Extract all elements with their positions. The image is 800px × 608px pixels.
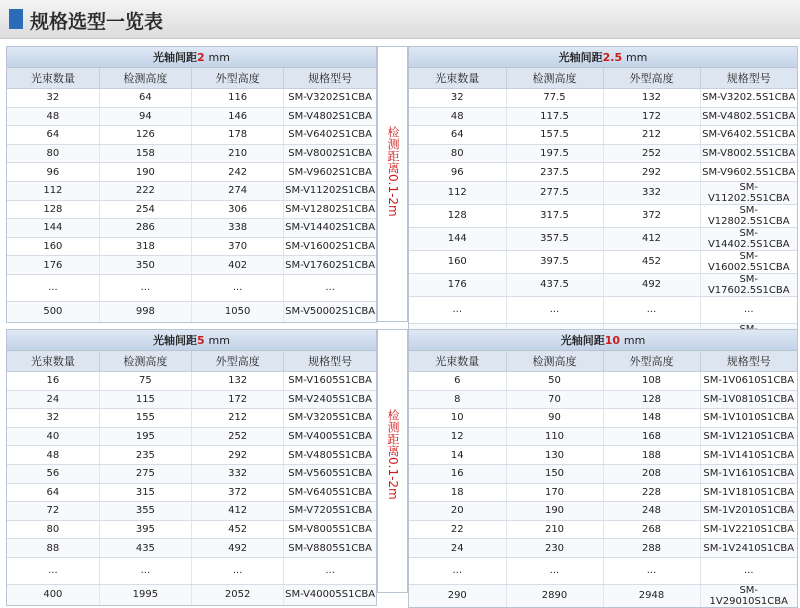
- table-cell: 435: [99, 539, 191, 558]
- table-cell: 72: [7, 502, 99, 521]
- pitch-header: 光轴间距5 mm: [7, 330, 376, 351]
- pitch-header: 光轴间距10 mm: [409, 330, 797, 351]
- table-cell: 195: [99, 427, 191, 446]
- table-cell: 158: [99, 144, 191, 163]
- table-row: [409, 163, 797, 182]
- table-row: [409, 181, 797, 204]
- table-cell: 32: [7, 89, 99, 108]
- table-cell: SM-V6402.5S1CBA: [700, 126, 797, 145]
- table-row: [409, 502, 797, 521]
- table-cell: 64: [7, 126, 99, 145]
- table-cell: 20: [409, 502, 506, 521]
- table-cell: ...: [284, 274, 376, 301]
- table-cell: 1050: [192, 301, 284, 322]
- table-cell: 24: [7, 390, 99, 409]
- table-cell: 237.5: [506, 163, 603, 182]
- table-cell: 395: [99, 520, 191, 539]
- table-row: [7, 126, 376, 145]
- table-row: [409, 464, 797, 483]
- table-row: [409, 483, 797, 502]
- table-cell: SM-1V1210S1CBA: [700, 427, 797, 446]
- table-row: [409, 107, 797, 126]
- table-cell: 452: [603, 250, 700, 273]
- table-cell: 155: [99, 409, 191, 428]
- table-cell: 318: [99, 237, 191, 256]
- detection-distance-label: 检测距离0.1-2m: [386, 409, 400, 500]
- table-cell: 252: [603, 144, 700, 163]
- table-cell: 222: [99, 181, 191, 200]
- table-row: [409, 372, 797, 391]
- table-cell: 332: [192, 464, 284, 483]
- table-cell: SM-V8005S1CBA: [284, 520, 376, 539]
- table-cell: SM-V17602.5S1CBA: [700, 273, 797, 296]
- table-cell: 80: [7, 144, 99, 163]
- table-row: [409, 427, 797, 446]
- table-cell: 452: [192, 520, 284, 539]
- table-cell: ...: [506, 557, 603, 584]
- table-row: [7, 200, 376, 219]
- spec-table: [7, 330, 376, 605]
- table-cell: 412: [603, 227, 700, 250]
- table-cell: 402: [192, 256, 284, 275]
- table-cell: 112: [409, 181, 506, 204]
- table-cell: SM-V11202.5S1CBA: [700, 181, 797, 204]
- table-row: [7, 427, 376, 446]
- page-title: 规格选型一览表: [30, 11, 164, 33]
- spec-table: [409, 330, 797, 607]
- table-cell: 32: [7, 409, 99, 428]
- table-row: [409, 446, 797, 465]
- table-row: [409, 520, 797, 539]
- table-cell: SM-V3205S1CBA: [284, 409, 376, 428]
- table-cell: ...: [284, 557, 376, 584]
- table-cell: 372: [192, 483, 284, 502]
- table-cell: 75: [99, 372, 191, 391]
- table-cell: 48: [409, 107, 506, 126]
- table-cell: 14: [409, 446, 506, 465]
- table-cell: SM-V14402.5S1CBA: [700, 227, 797, 250]
- table-row: [7, 584, 376, 605]
- table-cell: 190: [99, 163, 191, 182]
- panel-pitch-2-5: [408, 46, 798, 347]
- table-cell: 16: [7, 372, 99, 391]
- table-cell: 172: [603, 107, 700, 126]
- table-cell: SM-V8002S1CBA: [284, 144, 376, 163]
- table-row: [7, 390, 376, 409]
- table-cell: 500: [7, 301, 99, 322]
- table-row: [409, 227, 797, 250]
- table-cell: 10: [409, 409, 506, 428]
- table-cell: SM-V2405S1CBA: [284, 390, 376, 409]
- table-cell: ...: [99, 557, 191, 584]
- table-cell: SM-1V2010S1CBA: [700, 502, 797, 521]
- table-cell: SM-1V2410S1CBA: [700, 539, 797, 558]
- column-header: 外型高度: [192, 68, 284, 89]
- table-row: [7, 219, 376, 238]
- table-cell: 292: [192, 446, 284, 465]
- table-row: [409, 584, 797, 607]
- table-cell: 80: [409, 144, 506, 163]
- table-cell: SM-V3202S1CBA: [284, 89, 376, 108]
- table-cell: SM-1V2210S1CBA: [700, 520, 797, 539]
- table-cell: 112: [7, 181, 99, 200]
- table-cell: 400: [7, 584, 99, 605]
- table-cell: 412: [192, 502, 284, 521]
- distance-divider: [377, 349, 408, 593]
- table-row: [7, 446, 376, 465]
- column-header: 规格型号: [284, 68, 376, 89]
- table-cell: 248: [603, 502, 700, 521]
- table-cell: 286: [99, 219, 191, 238]
- table-row: [7, 89, 376, 108]
- table-cell: 188: [603, 446, 700, 465]
- column-header: 光束数量: [409, 68, 506, 89]
- table-cell: 306: [192, 200, 284, 219]
- table-row: [7, 409, 376, 428]
- table-cell: 437.5: [506, 273, 603, 296]
- table-cell: SM-V5605S1CBA: [284, 464, 376, 483]
- table-cell: 998: [99, 301, 191, 322]
- table-row: [7, 274, 376, 301]
- table-cell: 230: [506, 539, 603, 558]
- table-cell: SM-1V0810S1CBA: [700, 390, 797, 409]
- table-cell: SM-1V1810S1CBA: [700, 483, 797, 502]
- table-cell: 170: [506, 483, 603, 502]
- table-cell: 128: [409, 204, 506, 227]
- table-cell: 50: [506, 372, 603, 391]
- table-row: [409, 273, 797, 296]
- table-cell: ...: [700, 296, 797, 323]
- table-cell: ...: [506, 296, 603, 323]
- table-cell: 64: [99, 89, 191, 108]
- table-row: [7, 237, 376, 256]
- title-marker: [9, 9, 23, 29]
- table-cell: 315: [99, 483, 191, 502]
- column-header-row: [7, 351, 376, 372]
- column-header: 外型高度: [603, 351, 700, 372]
- table-cell: 110: [506, 427, 603, 446]
- table-row: [7, 107, 376, 126]
- table-cell: ...: [409, 557, 506, 584]
- column-header: 检测高度: [99, 351, 191, 372]
- table-cell: 2052: [192, 584, 284, 605]
- table-cell: 8: [409, 390, 506, 409]
- table-cell: 64: [7, 483, 99, 502]
- table-cell: SM-V6402S1CBA: [284, 126, 376, 145]
- table-row: [409, 390, 797, 409]
- table-cell: 292: [603, 163, 700, 182]
- table-cell: 2948: [603, 584, 700, 607]
- table-cell: 56: [7, 464, 99, 483]
- divider-top-cap: [377, 46, 408, 67]
- table-row: [7, 502, 376, 521]
- table-row: [7, 520, 376, 539]
- table-cell: SM-1V1010S1CBA: [700, 409, 797, 428]
- table-cell: 96: [409, 163, 506, 182]
- table-row: [7, 372, 376, 391]
- table-cell: 370: [192, 237, 284, 256]
- table-cell: SM-1V1410S1CBA: [700, 446, 797, 465]
- table-cell: 252: [192, 427, 284, 446]
- distance-divider: [377, 66, 408, 322]
- table-row: [7, 301, 376, 322]
- table-cell: 90: [506, 409, 603, 428]
- table-cell: 24: [409, 539, 506, 558]
- table-cell: 235: [99, 446, 191, 465]
- table-cell: 172: [192, 390, 284, 409]
- table-cell: 22: [409, 520, 506, 539]
- table-cell: ...: [409, 296, 506, 323]
- table-row: [409, 557, 797, 584]
- title-bar: [0, 0, 800, 39]
- table-cell: 132: [603, 89, 700, 108]
- table-cell: 94: [99, 107, 191, 126]
- table-row: [409, 89, 797, 108]
- table-cell: 372: [603, 204, 700, 227]
- table-cell: 70: [506, 390, 603, 409]
- divider-top-cap: [377, 329, 408, 350]
- table-cell: SM-V11202S1CBA: [284, 181, 376, 200]
- table-cell: 357.5: [506, 227, 603, 250]
- table-cell: 1995: [99, 584, 191, 605]
- table-cell: 254: [99, 200, 191, 219]
- table-cell: 128: [7, 200, 99, 219]
- table-cell: 144: [7, 219, 99, 238]
- panel-pitch-2: [6, 46, 377, 323]
- table-cell: 126: [99, 126, 191, 145]
- table-row: [7, 483, 376, 502]
- table-cell: SM-V12802S1CBA: [284, 200, 376, 219]
- table-row: [7, 539, 376, 558]
- table-cell: 64: [409, 126, 506, 145]
- column-header-row: [7, 68, 376, 89]
- table-cell: 212: [192, 409, 284, 428]
- table-cell: 128: [603, 390, 700, 409]
- table-cell: 157.5: [506, 126, 603, 145]
- table-cell: 150: [506, 464, 603, 483]
- table-cell: SM-V9602S1CBA: [284, 163, 376, 182]
- table-cell: SM-V16002S1CBA: [284, 237, 376, 256]
- column-header: 规格型号: [284, 351, 376, 372]
- table-cell: SM-1V1610S1CBA: [700, 464, 797, 483]
- table-cell: 210: [506, 520, 603, 539]
- column-header: 检测高度: [506, 68, 603, 89]
- table-cell: 210: [192, 144, 284, 163]
- table-cell: 2890: [506, 584, 603, 607]
- table-row: [409, 250, 797, 273]
- table-cell: 242: [192, 163, 284, 182]
- column-header: 外型高度: [603, 68, 700, 89]
- table-cell: ...: [603, 296, 700, 323]
- table-row: [409, 204, 797, 227]
- table-cell: 288: [603, 539, 700, 558]
- pitch-header: 光轴间距2.5 mm: [409, 47, 797, 68]
- table-cell: SM-V4005S1CBA: [284, 427, 376, 446]
- table-cell: SM-V8002.5S1CBA: [700, 144, 797, 163]
- table-cell: 160: [409, 250, 506, 273]
- detection-distance-label: 检测距离0.1-2m: [386, 126, 400, 217]
- table-cell: 116: [192, 89, 284, 108]
- table-cell: 208: [603, 464, 700, 483]
- table-cell: 132: [192, 372, 284, 391]
- table-cell: 32: [409, 89, 506, 108]
- column-header: 检测高度: [99, 68, 191, 89]
- table-row: [409, 296, 797, 323]
- column-header-row: [409, 351, 797, 372]
- table-cell: 190: [506, 502, 603, 521]
- table-cell: 317.5: [506, 204, 603, 227]
- table-cell: SM-V1605S1CBA: [284, 372, 376, 391]
- panel-pitch-5: [6, 329, 377, 606]
- table-cell: SM-V4805S1CBA: [284, 446, 376, 465]
- table-cell: SM-1V29010S1CBA: [700, 584, 797, 607]
- table-cell: 77.5: [506, 89, 603, 108]
- table-cell: SM-V50002S1CBA: [284, 301, 376, 322]
- column-header: 外型高度: [192, 351, 284, 372]
- table-cell: 160: [7, 237, 99, 256]
- table-cell: 268: [603, 520, 700, 539]
- table-cell: SM-V7205S1CBA: [284, 502, 376, 521]
- table-cell: 492: [603, 273, 700, 296]
- table-cell: 117.5: [506, 107, 603, 126]
- table-cell: 40: [7, 427, 99, 446]
- table-cell: SM-V40005S1CBA: [284, 584, 376, 605]
- table-cell: 492: [192, 539, 284, 558]
- table-row: [7, 464, 376, 483]
- table-cell: 115: [99, 390, 191, 409]
- table-cell: 290: [409, 584, 506, 607]
- table-row: [7, 557, 376, 584]
- table-row: [409, 144, 797, 163]
- table-cell: 332: [603, 181, 700, 204]
- table-cell: ...: [99, 274, 191, 301]
- table-cell: 80: [7, 520, 99, 539]
- table-cell: ...: [7, 557, 99, 584]
- column-header: 光束数量: [7, 68, 99, 89]
- table-cell: 146: [192, 107, 284, 126]
- table-cell: SM-V14402S1CBA: [284, 219, 376, 238]
- table-cell: 18: [409, 483, 506, 502]
- table-cell: SM-V4802S1CBA: [284, 107, 376, 126]
- panel-pitch-10: [408, 329, 798, 608]
- table-cell: SM-V8805S1CBA: [284, 539, 376, 558]
- table-cell: SM-V12802.5S1CBA: [700, 204, 797, 227]
- column-header: 规格型号: [700, 68, 797, 89]
- table-cell: SM-V6405S1CBA: [284, 483, 376, 502]
- table-cell: 168: [603, 427, 700, 446]
- table-row: [409, 409, 797, 428]
- table-row: [7, 144, 376, 163]
- table-cell: 130: [506, 446, 603, 465]
- column-header: 光束数量: [7, 351, 99, 372]
- table-cell: 88: [7, 539, 99, 558]
- spec-table: [7, 47, 376, 322]
- column-header: 检测高度: [506, 351, 603, 372]
- table-cell: 228: [603, 483, 700, 502]
- table-cell: SM-V17602S1CBA: [284, 256, 376, 275]
- table-row: [409, 539, 797, 558]
- pitch-header: 光轴间距2 mm: [7, 47, 376, 68]
- table-row: [7, 163, 376, 182]
- table-cell: 96: [7, 163, 99, 182]
- table-cell: 277.5: [506, 181, 603, 204]
- table-cell: ...: [192, 557, 284, 584]
- column-header: 规格型号: [700, 351, 797, 372]
- table-cell: SM-V16002.5S1CBA: [700, 250, 797, 273]
- table-cell: 48: [7, 446, 99, 465]
- table-cell: 355: [99, 502, 191, 521]
- table-cell: 144: [409, 227, 506, 250]
- table-cell: 197.5: [506, 144, 603, 163]
- table-cell: 48: [7, 107, 99, 126]
- table-cell: SM-1V0610S1CBA: [700, 372, 797, 391]
- spec-table: [409, 47, 797, 346]
- table-cell: ...: [7, 274, 99, 301]
- table-cell: 350: [99, 256, 191, 275]
- table-cell: 178: [192, 126, 284, 145]
- table-cell: ...: [700, 557, 797, 584]
- table-row: [7, 256, 376, 275]
- table-cell: 108: [603, 372, 700, 391]
- table-cell: SM-V4802.5S1CBA: [700, 107, 797, 126]
- table-cell: 176: [7, 256, 99, 275]
- table-cell: 338: [192, 219, 284, 238]
- column-header-row: [409, 68, 797, 89]
- table-cell: ...: [192, 274, 284, 301]
- table-row: [7, 181, 376, 200]
- table-cell: 6: [409, 372, 506, 391]
- table-cell: 16: [409, 464, 506, 483]
- table-row: [409, 126, 797, 145]
- column-header: 光束数量: [409, 351, 506, 372]
- table-cell: 212: [603, 126, 700, 145]
- table-cell: ...: [603, 557, 700, 584]
- table-cell: 275: [99, 464, 191, 483]
- table-cell: 274: [192, 181, 284, 200]
- table-cell: 176: [409, 273, 506, 296]
- table-cell: SM-V3202.5S1CBA: [700, 89, 797, 108]
- table-cell: 397.5: [506, 250, 603, 273]
- table-cell: 12: [409, 427, 506, 446]
- table-cell: SM-V9602.5S1CBA: [700, 163, 797, 182]
- table-cell: 148: [603, 409, 700, 428]
